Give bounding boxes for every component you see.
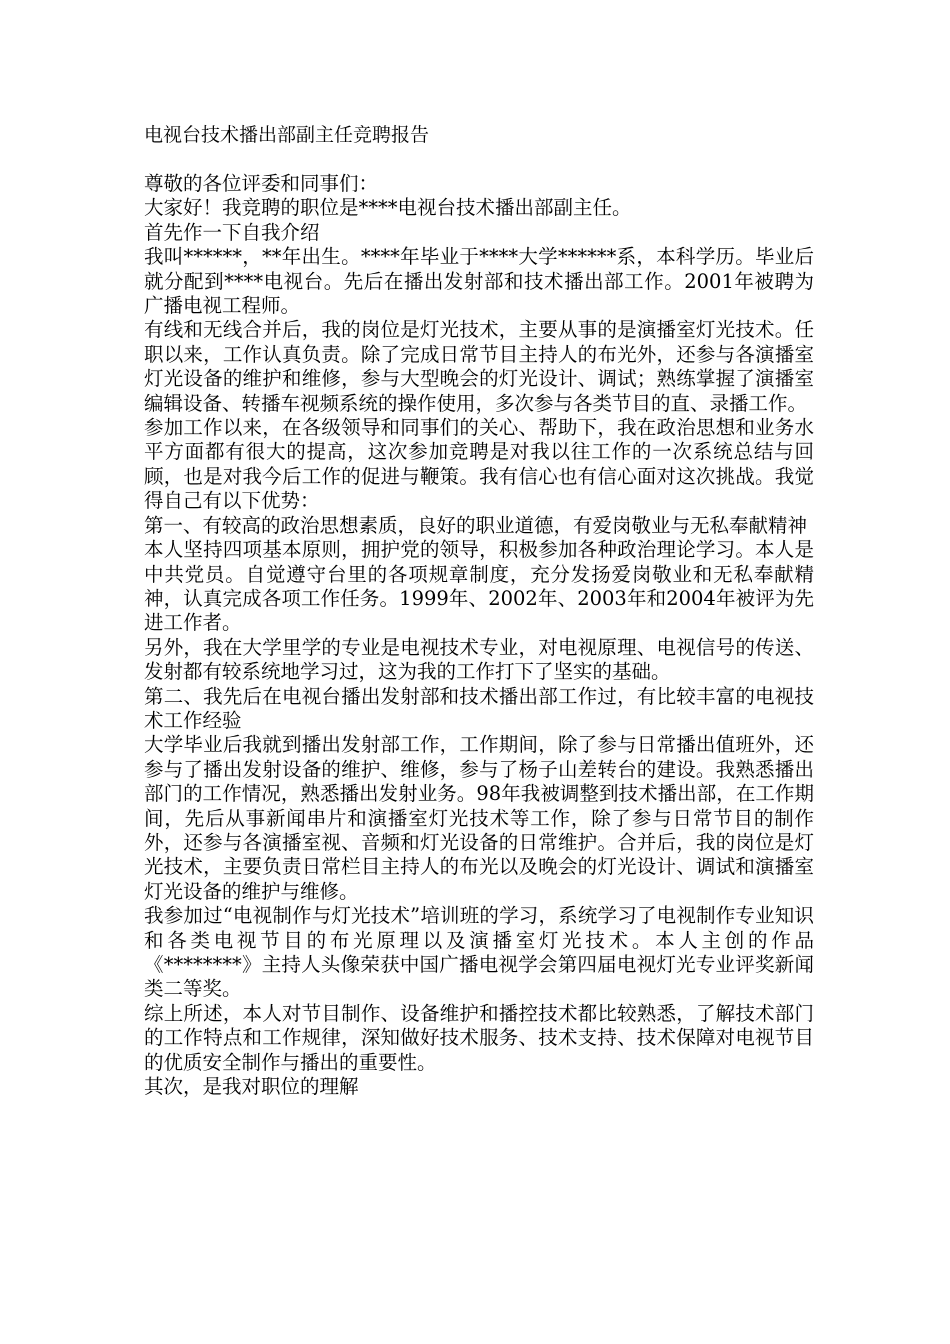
greeting-paragraph: 大家好！我竞聘的职位是****电视台技术播出部副主任。: [144, 196, 632, 220]
position-understanding-heading: 其次，是我对职位的理解: [144, 1075, 359, 1099]
summary-paragraph: 综上所述，本人对节目制作、设备维护和播控技术都比较熟悉，了解技术部门的工作特点和工作规律，深知做好技术服务、技术支持、技术保障对电视节目的优质安全制作与播出的重要性。: [144, 1001, 814, 1074]
advantage-one-paragraph: 本人坚持四项基本原则，拥护党的领导，积极参加各种政治理论学习。本人是中共党员。自觉遵守台里的各项规章制度，充分发扬爱岗敬业和无私奉献精神，认真完成各项工作任务。1999年、2002年、2003年和2004年被评为先进工作者。: [144, 538, 814, 635]
education-paragraph: 另外，我在大学里学的专业是电视技术专业，对电视原理、电视信号的传送、发射都有较系统地学习过，这为我的工作打下了坚实的基础。: [144, 635, 814, 684]
lighting-role-paragraph: 有线和无线合并后，我的岗位是灯光技术，主要从事的是演播室灯光技术。任职以来，工作认真负责。除了完成日常节目主持人的布光外，还参与各演播室灯光设备的维护和维修，参与大型晚会的灯光设计、调试；熟练掌握了演播室编辑设备、转播车视频系统的操作使用，多次参与各类节目的直、录播工作。: [144, 318, 814, 415]
document-body: [144, 172, 814, 1099]
advantage-two-heading: 第二、我先后在电视台播出发射部和技术播出部工作过，有比较丰富的电视技术工作经验: [144, 684, 814, 732]
self-intro-heading: 首先作一下自我介绍: [144, 220, 320, 244]
salutation: 尊敬的各位评委和同事们：: [144, 172, 379, 195]
document-title: 电视台技术播出部副主任竞聘报告: [144, 124, 430, 146]
experience-paragraph: 大学毕业后我就到播出发射部工作，工作期间，除了参与日常播出值班外，还参与了播出发射设备的维护、维修，参与了杨子山差转台的建设。我熟悉播出部门的工作情况，熟悉播出发射业务。98年我被调整到技术播出部，在工作期间，先后从事新闻串片和演播室灯光技术等工作，除了参与日常节目的制作外，还参与各演播室视、音频和灯光设备的日常维护。合并后，我的岗位是灯光技术，主要负责日常栏目主持人的布光以及晚会的灯光设计、调试和演播室灯光设备的维护与维修。: [144, 733, 814, 903]
training-paragraph: 我参加过“电视制作与灯光技术”培训班的学习，系统学习了电视制作专业知识和各类电视节目的布光原理以及演播室灯光技术。本人主创的作品《********》主持人头像荣获中国广播电视学会第四届电视灯光专业评奖新闻类二等奖。: [144, 904, 814, 1001]
advantage-one-heading: 第一、有较高的政治思想素质，良好的职业道德，有爱岗敬业与无私奉献精神: [144, 513, 808, 537]
document-page: [144, 122, 814, 1099]
background-paragraph: 我叫******，**年出生。****年毕业于****大学******系，本科学历。毕业后就分配到****电视台。先后在播出发射部和技术播出部工作。2001年被聘为广播电视工程师。: [144, 245, 814, 318]
motivation-paragraph: 参加工作以来，在各级领导和同事们的关心、帮助下，我在政治思想和业务水平方面都有很大的提高，这次参加竞聘是对我以往工作的一次系统总结与回顾，也是对我今后工作的促进与鞭策。我有信心也有信心面对这次挑战。我觉得自己有以下优势：: [144, 416, 814, 513]
